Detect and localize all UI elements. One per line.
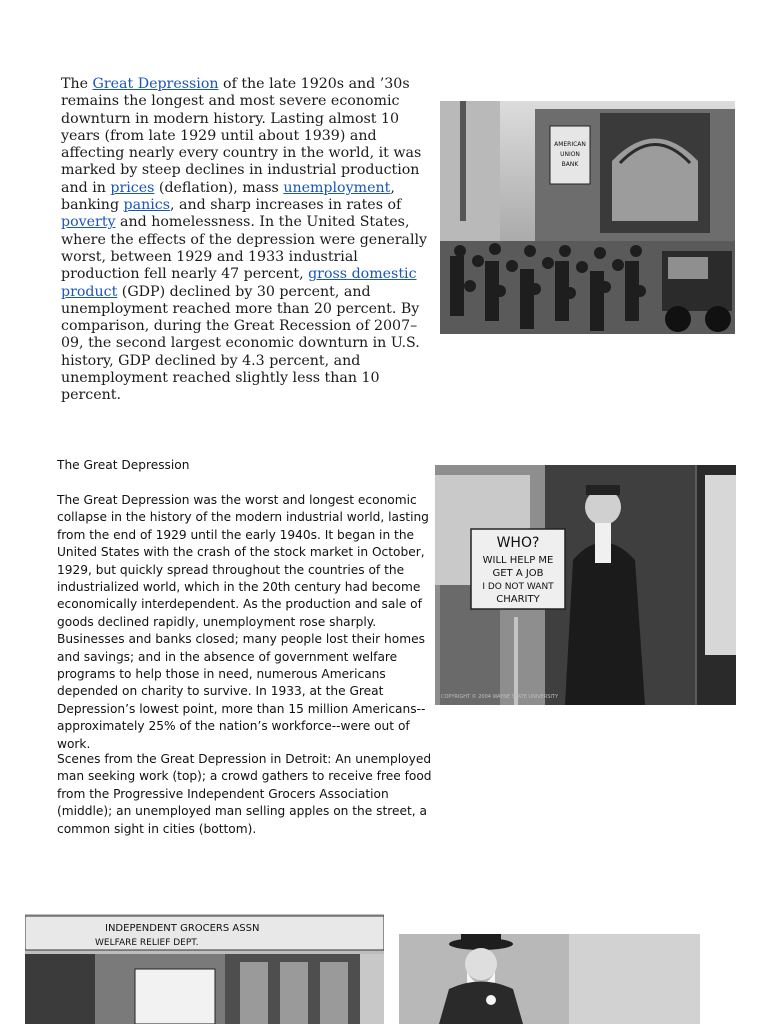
bank-sign-line2: UNION <box>560 151 580 158</box>
relief-sign-bottom: WELFARE RELIEF DEPT. <box>95 938 199 948</box>
sign-line-3: GET A JOB <box>492 568 544 579</box>
sign-line-1: WHO? <box>496 535 540 551</box>
photo-copyright: COPYRIGHT © 2004 WAYNE STATE UNIVERSITY <box>441 694 559 700</box>
text-run: (deflation), mass <box>154 179 284 196</box>
bank-sign-line3: BANK <box>561 161 579 168</box>
link-panics[interactable]: panics <box>123 197 170 214</box>
text-run: (GDP) declined by 30 percent, and unemployment reached more than 20 percent. By comparison, during the Great Recession of 2007–09, the second largest economic downturn in U.S. history, GDP declined by 4.3 percent, and unemployment reached slightly less than 10 percent. <box>61 283 420 404</box>
section-title: The Great Depression <box>57 458 190 472</box>
man-with-sign-photo <box>435 465 736 705</box>
text-run: of the late 1920s and ’30s remains the longest and most severe economic downturn in modern history. Lasting almost 10 years (from late 1929 until about 1939) and affecting nearly every country in the world, it was marked by steep declines in industrial production and in <box>61 76 422 196</box>
text-run: The <box>61 76 93 92</box>
welfare-relief-photo <box>25 914 384 1024</box>
text-run: , and sharp increases in rates of <box>170 197 402 214</box>
text-run: , banking <box>61 179 395 214</box>
text-run: and homelessness. In the United States, where the effects of the depression were generally worst, between 1929 and 1933 industrial production fell nearly 47 percent, <box>61 214 428 283</box>
bank-run-photo <box>440 101 735 334</box>
sign-line-4: I DO NOT WANT <box>482 582 554 592</box>
link-great-depression[interactable]: Great Depression <box>92 76 219 92</box>
sign-line-2: WILL HELP ME <box>482 555 554 566</box>
bank-sign-line1: AMERICAN <box>554 141 586 148</box>
relief-sign-top: INDEPENDENT GROCERS ASSN <box>105 923 260 934</box>
link-gdp[interactable]: gross domestic product <box>61 266 417 300</box>
photo-caption-paragraph: Scenes from the Great Depression in Detroit: An unemployed man seeking work (top); a crowd gathers to receive free food from the Progressive Independent Grocers Association (middle); an unemployed man selling apples on the street, a common sight in cities (bottom). <box>57 752 432 836</box>
sign-line-5: CHARITY <box>496 594 540 605</box>
intro-paragraph <box>61 76 437 405</box>
section-paragraph: The Great Depression was the worst and longest economic collapse in the history of the modern industrial world, lasting from the end of 1929 until the early 1940s. It began in the United States with the crash of the stock market in October, 1929, but quickly spread throughout the countries of the industrialized world, which in the 20th century had become economically interdependent. As the production and sale of goods declined rapidly, unemployment rose sharply. Businesses and banks closed; many people lost their homes and savings; and in the absence of government welfare programs to help those in need, numerous Americans depended on charity to survive. In 1933, at the Great Depression’s lowest point, more than 15 million Americans--approximately 25% of the nation’s workforce--were out of work. <box>57 493 429 751</box>
link-unemployment[interactable]: unemployment <box>283 179 391 196</box>
apple-seller-photo <box>399 934 700 1024</box>
link-prices[interactable]: prices <box>110 179 155 196</box>
link-poverty[interactable]: poverty <box>61 214 116 231</box>
